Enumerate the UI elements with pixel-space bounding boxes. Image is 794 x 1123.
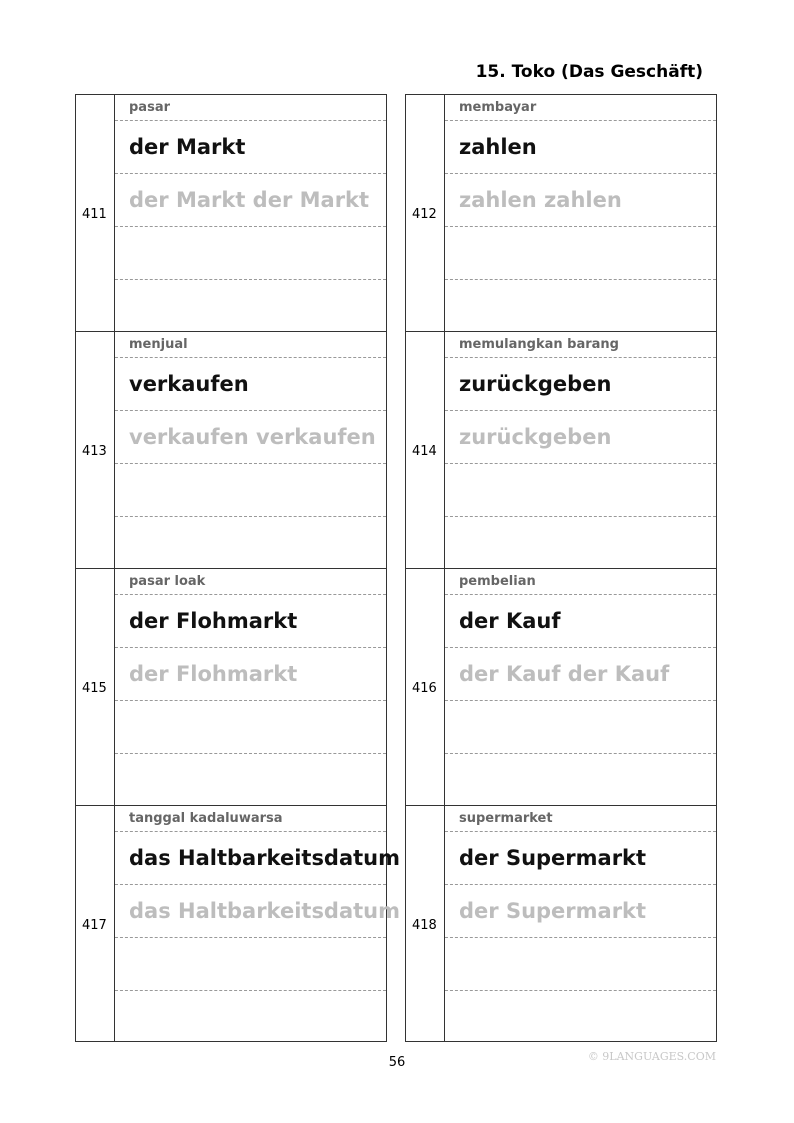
meaning-row (445, 95, 716, 121)
vocab-entry-412 (405, 94, 717, 331)
meaning-row (115, 569, 386, 595)
vocab-entry-416 (405, 568, 717, 805)
trace-row (115, 411, 386, 464)
meaning-row (445, 806, 716, 832)
trace-text: der Supermarkt (459, 899, 647, 923)
trace-text: zurückgeben (459, 425, 612, 449)
trace-row (115, 885, 401, 938)
trace-text: der Kauf der Kauf (459, 662, 670, 686)
meaning-text: pasar loak (129, 574, 206, 589)
word-text: zurückgeben (459, 372, 612, 396)
practice-line (115, 938, 386, 991)
meaning-text: supermarket (459, 811, 553, 826)
trace-row (445, 648, 716, 701)
entry-number: 415 (82, 681, 107, 696)
practice-line (445, 464, 716, 517)
word-text: der Kauf (459, 609, 561, 633)
entry-lines (445, 806, 716, 1041)
word-text: der Supermarkt (459, 846, 647, 870)
practice-line (445, 701, 716, 754)
entry-number-cell (406, 332, 445, 568)
vocab-entry-417 (75, 805, 401, 1042)
practice-line (115, 991, 386, 1044)
vocab-entry-413 (75, 331, 387, 568)
word-text: zahlen (459, 135, 537, 159)
meaning-row (115, 332, 386, 358)
word-row (115, 832, 401, 885)
practice-line (115, 464, 386, 517)
entry-number-cell (406, 569, 445, 805)
meaning-text: pembelian (459, 574, 536, 589)
entry-number-cell (406, 806, 445, 1041)
word-row (445, 358, 716, 411)
trace-row (115, 648, 386, 701)
meaning-text: membayar (459, 100, 537, 115)
left-column (75, 94, 401, 1042)
trace-text: verkaufen verkaufen (129, 425, 376, 449)
word-text: das Haltbarkeitsdatum (129, 846, 401, 870)
entry-number: 418 (412, 918, 437, 933)
trace-text: der Flohmarkt (129, 662, 298, 686)
trace-row (445, 174, 716, 227)
entry-number: 414 (412, 444, 437, 459)
page-title: 15. Toko (Das Geschäft) (475, 62, 703, 82)
entry-number: 412 (412, 207, 437, 222)
word-row (445, 121, 716, 174)
entry-lines (115, 806, 401, 1041)
word-text: der Flohmarkt (129, 609, 298, 633)
word-row (115, 595, 386, 648)
entry-number-cell (406, 95, 445, 331)
practice-line (115, 754, 386, 807)
trace-row (445, 411, 716, 464)
practice-line (115, 517, 386, 570)
page-number: 56 (388, 1055, 406, 1070)
word-text: verkaufen (129, 372, 249, 396)
entry-number: 413 (82, 444, 107, 459)
entry-number: 416 (412, 681, 437, 696)
copyright-notice: © 9LANGUAGES.COM (587, 1050, 716, 1063)
practice-line (445, 517, 716, 570)
meaning-text: pasar (129, 100, 170, 115)
meaning-row (445, 569, 716, 595)
word-row (445, 832, 716, 885)
vocab-entry-418 (405, 805, 717, 1042)
trace-row (445, 885, 716, 938)
entry-lines (115, 332, 386, 568)
entry-number: 417 (82, 918, 107, 933)
right-column (405, 94, 717, 1042)
entry-number-cell (76, 806, 115, 1041)
practice-line (445, 227, 716, 280)
trace-text: das Haltbarkeitsdatum (129, 899, 401, 923)
practice-line (445, 991, 716, 1044)
entry-lines (445, 95, 716, 331)
meaning-row (115, 806, 386, 832)
word-row (115, 121, 386, 174)
entry-lines (115, 569, 386, 805)
entry-lines (445, 569, 716, 805)
word-text: der Markt (129, 135, 246, 159)
practice-line (445, 754, 716, 807)
entry-number: 411 (82, 207, 107, 222)
meaning-row (115, 95, 386, 121)
entry-lines (115, 95, 386, 331)
meaning-text: menjual (129, 337, 188, 352)
trace-text: zahlen zahlen (459, 188, 622, 212)
practice-line (115, 280, 386, 333)
entry-number-cell (76, 332, 115, 568)
entry-lines (445, 332, 716, 568)
entry-number-cell (76, 95, 115, 331)
trace-row (115, 174, 386, 227)
vocab-entry-414 (405, 331, 717, 568)
entry-number-cell (76, 569, 115, 805)
meaning-row (445, 332, 716, 358)
practice-line (115, 227, 386, 280)
word-row (115, 358, 386, 411)
trace-text: der Markt der Markt (129, 188, 370, 212)
vocab-entry-415 (75, 568, 387, 805)
meaning-text: memulangkan barang (459, 337, 619, 352)
word-row (445, 595, 716, 648)
practice-line (115, 701, 386, 754)
practice-line (445, 938, 716, 991)
vocab-entry-411 (75, 94, 387, 331)
practice-line (445, 280, 716, 333)
meaning-text: tanggal kadaluwarsa (129, 811, 283, 826)
